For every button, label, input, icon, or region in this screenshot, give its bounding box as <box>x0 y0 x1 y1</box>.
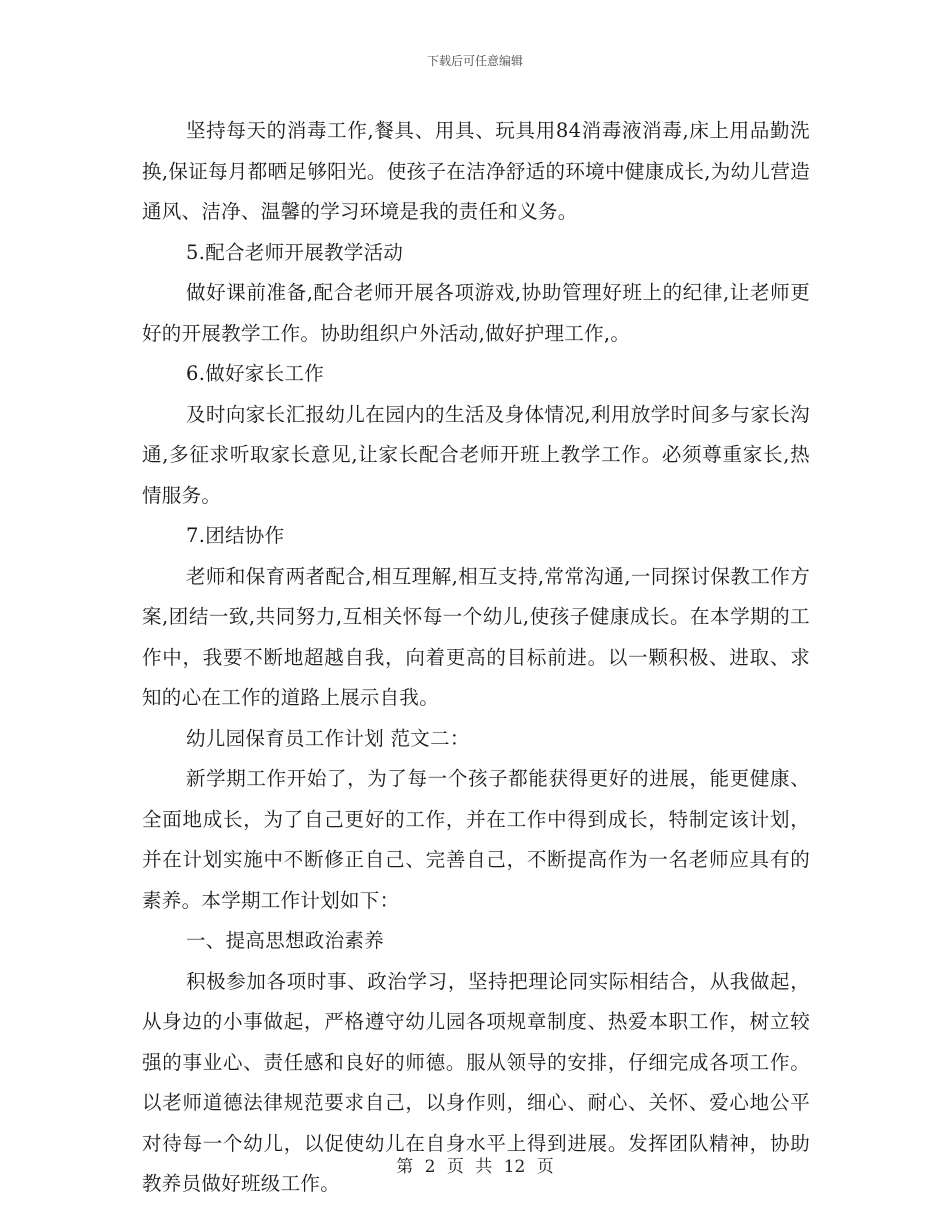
paragraph-teamwork: 老师和保育两者配合,相互理解,相互支持,常常沟通,一同探讨保教工作方案,团结一致,共同努力,互相关怀每一个幼儿,使孩子健康成长。在本学期的工作中，我要不断地超越自我，向着更高的目标前进。以一颗积极、进取、求知的心在工作的道路上展示自我。 <box>142 564 810 709</box>
heading-political-quality: 一、提高思想政治素养 <box>186 929 385 952</box>
heading-parent-work: 6.做好家长工作 <box>186 362 325 385</box>
paragraph-teaching-support: 做好课前准备,配合老师开展各项游戏,协助管理好班上的纪律,让老师更好的开展教学工作。协助组织户外活动,做好护理工作,。 <box>142 281 810 345</box>
page-number: 第 2 页 共 12 页 <box>396 1157 554 1177</box>
paragraph-intro: 新学期工作开始了，为了每一个孩子都能获得更好的进展，能更健康、全面地成长，为了自己更好的工作，并在工作中得到成长，特制定该计划，并在计划实施中不断修正自己、完善自己，不断提高作为一名老师应具有的素养。本学期工作计划如下： <box>142 767 810 912</box>
heading-teamwork: 7.团结协作 <box>186 524 285 547</box>
paragraph-political-quality: 积极参加各项时事、政治学习，坚持把理论同实际相结合，从我做起，从身边的小事做起，严格遵守幼儿园各项规章制度、热爱本职工作，树立较强的事业心、责任感和良好的师德。服从领导的安排，仔细完成各项工作。以老师道德法律规范要求自己，以身作则，细心、耐心、关怀、爱心地公平对待每一个幼儿，以促使幼儿在自身水平上得到进展。发挥团队精神，协助教养员做好班级工作。 <box>142 969 810 1195</box>
paragraph-disinfection: 坚持每天的消毒工作,餐具、用具、玩具用84消毒液消毒,床上用品勤洗换,保证每月都晒足够阳光。使孩子在洁净舒适的环境中健康成长,为幼儿营造通风、洁净、温馨的学习环境是我的责任和义务。 <box>142 119 810 223</box>
heading-teaching-support: 5.配合老师开展教学活动 <box>186 240 404 264</box>
document-body <box>142 111 810 1205</box>
heading-sample-two: 幼儿园保育员工作计划 范文二： <box>186 726 470 750</box>
paragraph-parent-work: 及时向家长汇报幼儿在园内的生活及身体情况,利用放学时间多与家长沟通,多征求听取家长意见,让家长配合老师开班上教学工作。必须尊重家长,热情服务。 <box>142 402 810 507</box>
page-header-note: 下载后可任意编辑 <box>426 54 523 68</box>
